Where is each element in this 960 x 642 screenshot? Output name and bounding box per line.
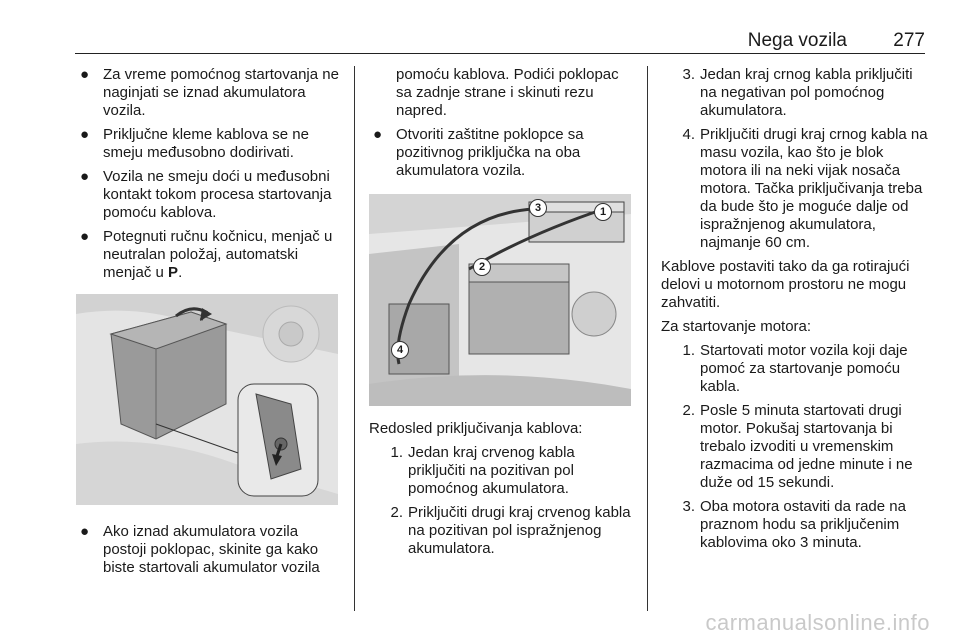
list-item: 3. Jedan kraj crnog kabla priključiti na negativan pol pomoćnog akumulatora. bbox=[682, 66, 913, 119]
list-item: ● Potegnuti ručnu kočnicu, menjač u neutralan položaj, automatski menjač u P. bbox=[80, 228, 333, 281]
callout-3: 3 bbox=[529, 199, 547, 217]
column-1 bbox=[76, 66, 342, 583]
sequence-title: Redosled priključivanja kablova: bbox=[369, 420, 583, 437]
column-3 bbox=[661, 66, 929, 558]
list-item: ● Otvoriti zaštitne poklopce sa pozitivnog priključka na oba akumulatora vozila. bbox=[373, 126, 584, 179]
list-item: 3. Oba motora ostaviti da rade na praznom hodu sa priključenim kablovima oko 3 minuta. bbox=[682, 498, 906, 551]
list-item: 2. Posle 5 minuta startovati drugi motor. Pokušaj startovanja bi trebalo izvoditi u vremenskim razmacima od jedne minute i ne duže od 15 sekundi. bbox=[682, 402, 913, 491]
column-2 bbox=[369, 66, 633, 564]
page-number: 277 bbox=[893, 30, 925, 51]
sequence-list bbox=[369, 444, 633, 558]
list-item: ● Za vreme pomoćnog startovanja ne naginjati se iznad akumulatora vozila. bbox=[80, 66, 339, 119]
list-item: 1. Jedan kraj crvenog kabla priključiti na pozitivan pol pomoćnog akumulatora. bbox=[390, 444, 575, 497]
list-item: 4. Priključiti drugi kraj crnog kabla na masu vozila, kao što je blok motora ili na neki vijak nosača motora. Tačka priključivanja treba da bude što je moguće dalje od ispražnjenog akumulatora, najmanje 60 cm. bbox=[682, 126, 928, 251]
list-item: ● Priključne kleme kablova se ne smeju međusobno dodirivati. bbox=[80, 126, 309, 161]
jump-start-cable-illustration bbox=[369, 194, 631, 406]
list-item: 2. Priključiti drugi kraj crvenog kabla na pozitivan pol ispražnjenog akumulatora. bbox=[390, 504, 631, 557]
watermark: carmanualsonline.info bbox=[705, 610, 930, 635]
page-header bbox=[75, 30, 925, 50]
list-item: ● Ako iznad akumulatora vozila postoji poklopac, skinite ga kako biste startovali akumulator vozila bbox=[80, 523, 320, 576]
list-item: ● Vozila ne smeju doći u međusobni kontakt tokom procesa startovanja pomoću kablova. bbox=[80, 168, 332, 221]
battery-cover-drawing bbox=[76, 294, 338, 505]
cable-routing-paragraph: Kablove postaviti tako da ga rotirajući delovi u motornom prostoru ne mogu zahvatiti. bbox=[661, 258, 910, 311]
callout-4: 4 bbox=[391, 341, 409, 359]
column-divider bbox=[354, 66, 355, 611]
header-rule bbox=[75, 53, 925, 54]
callout-1: 1 bbox=[594, 203, 612, 221]
section-title: Nega vozila bbox=[747, 30, 847, 51]
list-item: 1. Startovati motor vozila koji daje pomoć za startovanje pomoću kabla. bbox=[682, 342, 908, 395]
start-title: Za startovanje motora: bbox=[661, 318, 812, 335]
callout-2: 2 bbox=[473, 258, 491, 276]
sequence-list-continued bbox=[661, 66, 929, 252]
battery-cover-illustration bbox=[76, 294, 338, 505]
continuation-text: pomoću kablova. Podići poklopac sa zadnje strane i skinuti rezu napred. bbox=[396, 66, 619, 119]
engine-bay-drawing bbox=[369, 194, 631, 406]
column-divider bbox=[647, 66, 648, 611]
start-list bbox=[661, 342, 929, 552]
gear-position-p: P bbox=[168, 264, 179, 281]
